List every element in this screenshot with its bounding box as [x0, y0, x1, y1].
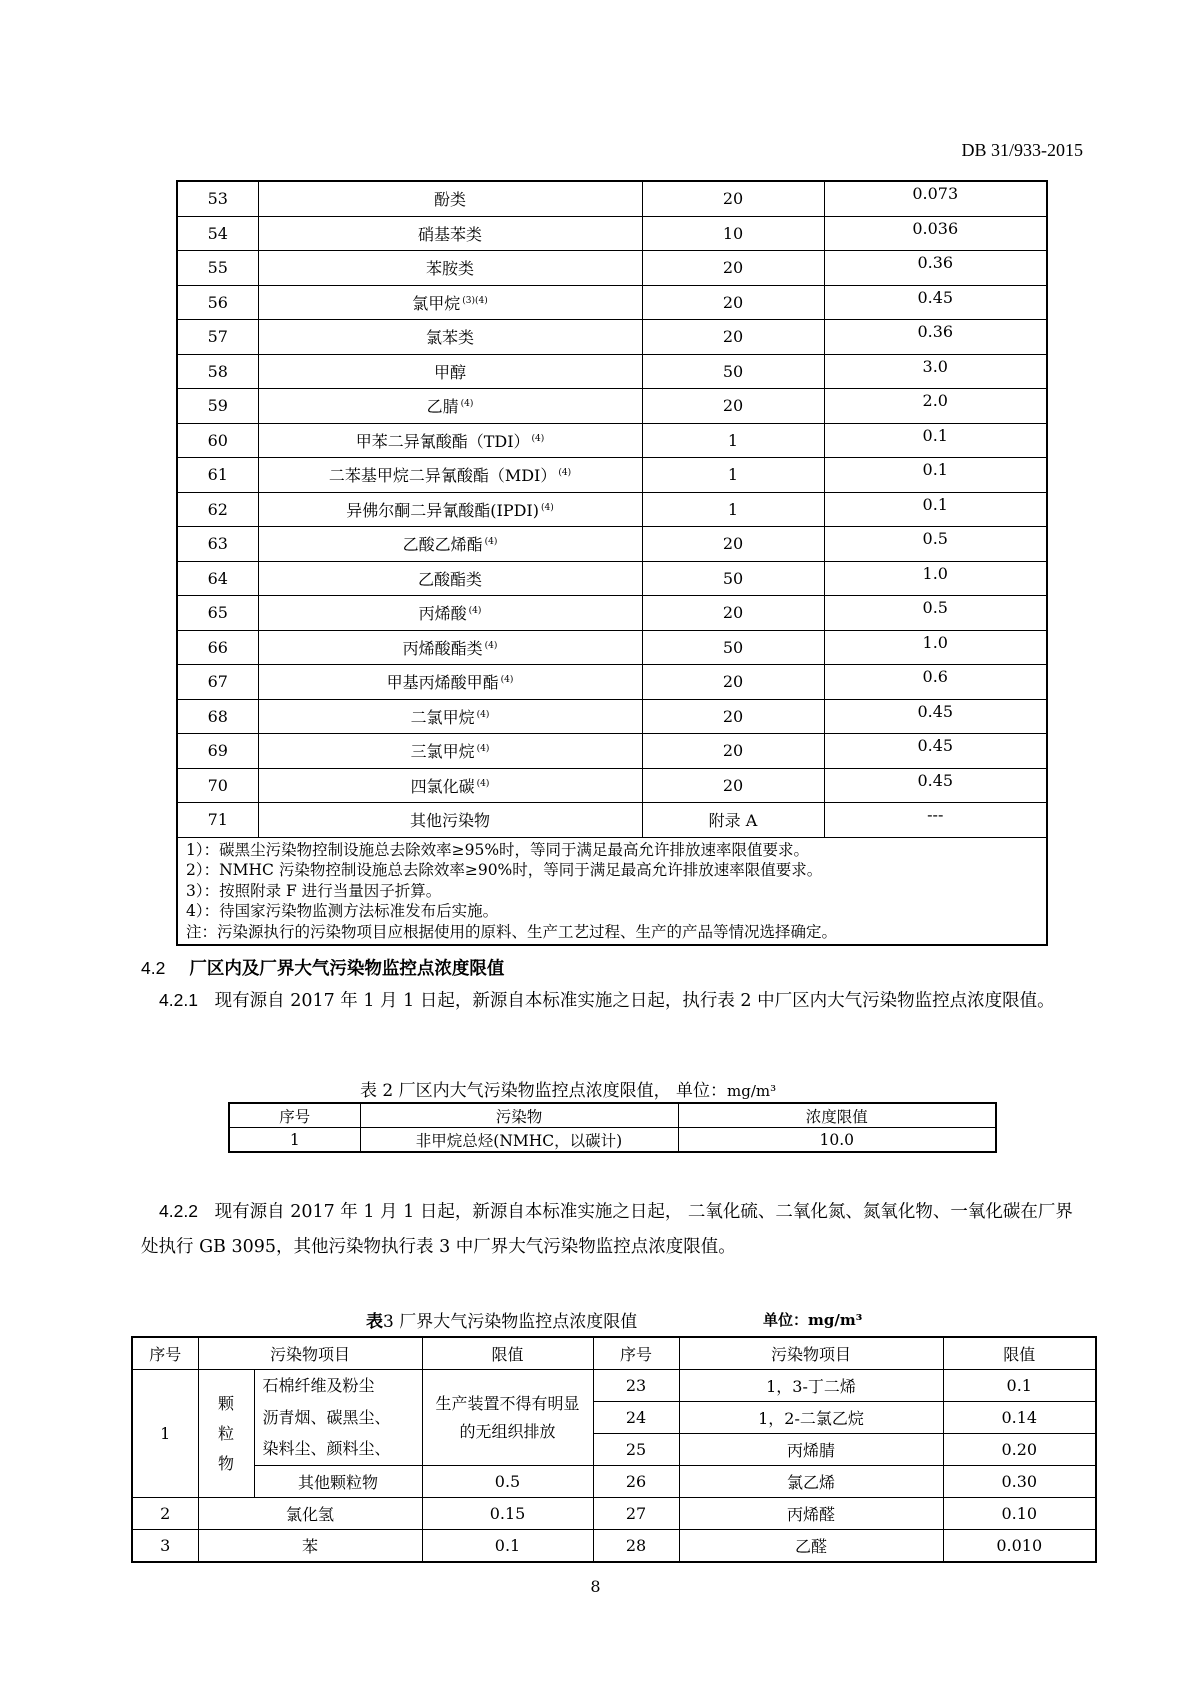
table-cell: 2 [132, 1498, 198, 1530]
table-cell [642, 768, 824, 803]
section-title: 厂区内及厂界大气污染物监控点浓度限值 [189, 958, 505, 978]
cell-text: 酚类 [433, 190, 466, 210]
table-cell [642, 527, 824, 562]
table-cell [824, 665, 1047, 700]
table-cell [824, 803, 1047, 838]
note-4: 4）：待国家污染物监测方法标准发布后实施。 [186, 902, 499, 920]
table-cell [258, 285, 642, 320]
header-cell: 污染物项目 [198, 1337, 422, 1370]
table-row [177, 803, 1047, 838]
table-cell [177, 389, 258, 424]
table-cell [642, 734, 824, 769]
cell-text: 20 [722, 327, 744, 347]
table-cell [642, 354, 824, 389]
table-cell [642, 596, 824, 631]
paragraph-4-2-2 [141, 1194, 1081, 1265]
table-cell [177, 285, 258, 320]
table-cell [177, 423, 258, 458]
table-cell [642, 216, 824, 251]
paragraph-number: 4.2.2 [159, 1201, 198, 1221]
table-cell: 0.1 [943, 1370, 1096, 1402]
table-cell [177, 251, 258, 286]
table-cell: 乙醛 [679, 1530, 943, 1563]
table-cell [177, 630, 258, 665]
table-cell: 3 [132, 1530, 198, 1563]
cell-text: 66 [207, 637, 228, 657]
table-cell: 氯化氢 [198, 1498, 422, 1530]
header-cell: 污染物 [360, 1103, 678, 1128]
table-cell [258, 423, 642, 458]
table-cell: 0.5 [422, 1466, 593, 1498]
header-cell: 污染物项目 [679, 1337, 943, 1370]
cell-text: 20 [722, 534, 744, 554]
table-cell [824, 492, 1047, 527]
footnote-marker: (4) [460, 399, 474, 410]
note-remark: 注：污染源执行的污染物项目应根据使用的原料、生产工艺过程、生产的产品等情况选择确定。 [186, 922, 838, 941]
table-cell [258, 561, 642, 596]
table-cell [642, 458, 824, 493]
table-cell [177, 561, 258, 596]
table2-caption [360, 1076, 776, 1101]
header-cell: 序号 [593, 1337, 679, 1370]
table-cell [258, 768, 642, 803]
table-row [177, 181, 1047, 216]
footnote-marker: (4) [558, 468, 572, 479]
note-3: 3）：按照附录 F 进行当量因子折算。 [186, 881, 442, 900]
cell-text: 0.36 [917, 253, 954, 272]
table-cell: 丙烯腈 [679, 1434, 943, 1466]
table-cell [642, 630, 824, 665]
header-cell: 限值 [422, 1337, 593, 1370]
table-header-row [132, 1337, 1096, 1370]
note-1: 1）：碳黑尘污染物控制设施总去除效率≥95%时，等同于满足最高允许排放速率限值要求。 [186, 840, 810, 859]
cell-text: 60 [207, 430, 228, 450]
table-cell: 0.010 [943, 1530, 1096, 1563]
table-cell: 丙烯醛 [679, 1498, 943, 1530]
table-row [132, 1498, 1096, 1530]
cell-text: 硝基苯类 [417, 224, 482, 244]
table-row [177, 320, 1047, 355]
table-row [177, 665, 1047, 700]
cell-text: 0.1 [922, 494, 948, 514]
table-cell: 0.30 [943, 1466, 1096, 1498]
table-cell [642, 389, 824, 424]
cell-text: 56 [207, 292, 228, 312]
table-cell [642, 423, 824, 458]
table-row [177, 561, 1047, 596]
table-row [177, 354, 1047, 389]
cell-text: 63 [207, 534, 228, 554]
table-cell: 生产装置不得有明显的无组织排放 [422, 1370, 593, 1466]
section-heading-4-2 [141, 955, 504, 980]
table-cell [177, 181, 258, 216]
sub-item: 沥青烟、碳黑尘、 [262, 1407, 391, 1427]
cell-text: 20 [722, 396, 744, 416]
table-cell [824, 699, 1047, 734]
cell-text: 丙烯酸酯类 [402, 638, 483, 658]
cell-text: 59 [207, 396, 228, 416]
table3-caption-bold: 表 [366, 1312, 383, 1332]
table-cell [824, 423, 1047, 458]
table-cell: 26 [593, 1466, 679, 1498]
table-cell [254, 1370, 422, 1466]
table2-caption-text: 表 2 厂区内大气污染物监控点浓度限值， 单位： [360, 1081, 728, 1101]
table-row [177, 423, 1047, 458]
cell-text: 附录 A [708, 811, 758, 831]
table-cell: 苯 [198, 1530, 422, 1563]
cell-text: 0.5 [922, 598, 948, 617]
cell-text: 55 [207, 258, 228, 278]
cell-text: 1.0 [922, 632, 948, 652]
cell-text: 1.0 [922, 563, 948, 583]
pollutant-emission-table [176, 180, 1048, 946]
cell-text: 0.45 [917, 736, 954, 755]
table-row [132, 1370, 1096, 1402]
cell-text: 70 [207, 775, 228, 795]
table-cell [177, 458, 258, 493]
footnote-marker: (3)(4) [462, 295, 488, 306]
table-cell: 25 [593, 1434, 679, 1466]
table-row [177, 699, 1047, 734]
table-cell: 24 [593, 1402, 679, 1434]
sub-item: 染料尘、颜料尘、 [262, 1439, 391, 1459]
cell-text: 10 [722, 223, 744, 243]
cell-text: 0.1 [922, 460, 948, 479]
table-cell [642, 699, 824, 734]
table-cell [824, 561, 1047, 596]
cell-text: 57 [207, 327, 228, 347]
cell-text: 0.45 [917, 701, 954, 721]
document-code: DB 31/933-2015 [961, 140, 1083, 160]
cell-text: 62 [207, 499, 228, 519]
table-cell [824, 251, 1047, 286]
table-cell [258, 630, 642, 665]
table-cell [642, 561, 824, 596]
cell-text: 20 [722, 672, 744, 692]
cell-text: 0.6 [922, 667, 948, 686]
table-row [177, 734, 1047, 769]
cell-text: 71 [207, 810, 228, 830]
cell-text: 67 [207, 672, 228, 692]
cell-text: 0.073 [912, 184, 959, 203]
table-cell [824, 734, 1047, 769]
table-cell [177, 596, 258, 631]
cell-text: 其他污染物 [409, 811, 490, 831]
table-cell [642, 492, 824, 527]
table-cell: 1 [229, 1128, 360, 1153]
page-number: 8 [590, 1577, 601, 1596]
cell-text: 20 [722, 292, 744, 312]
footnote-marker: (4) [476, 744, 490, 755]
boundary-limit-table [131, 1336, 1097, 1563]
cell-text: 1 [727, 499, 739, 519]
table-cell [258, 665, 642, 700]
paragraph-number: 4.2.1 [159, 990, 198, 1010]
header-cell: 浓度限值 [678, 1103, 996, 1128]
table-row [177, 527, 1047, 562]
cell-text: 58 [207, 361, 228, 381]
table-cell: 非甲烷总烃(NMHC，以碳计) [360, 1128, 678, 1153]
table-cell: 23 [593, 1370, 679, 1402]
footnote-marker: (4) [484, 537, 498, 548]
table-cell [258, 699, 642, 734]
table-cell [258, 181, 642, 216]
table3-caption [366, 1307, 637, 1332]
table-row [177, 768, 1047, 803]
table-cell [258, 492, 642, 527]
paragraph-4-2-1 [141, 983, 1081, 1019]
table-row [177, 251, 1047, 286]
table-cell: 28 [593, 1530, 679, 1563]
table-cell [177, 492, 258, 527]
table-cell [258, 803, 642, 838]
cell-text: 20 [722, 775, 744, 795]
section-number: 4.2 [141, 958, 166, 978]
cell-text: 53 [207, 189, 228, 209]
table-row [177, 285, 1047, 320]
cell-text: 1 [727, 430, 739, 450]
cell-text: 苯胺类 [425, 259, 474, 279]
table2-unit: mg/m³ [727, 1082, 777, 1100]
cell-text: 2.0 [922, 391, 948, 410]
cell-text: 异佛尔酮二异氰酸酯(IPDI) [346, 500, 539, 520]
cell-text: 甲苯二异氰酸酯（TDI） [355, 431, 530, 451]
footnote-marker: (4) [484, 640, 498, 651]
table-cell [258, 734, 642, 769]
table-header-row [229, 1103, 996, 1128]
cell-text: 20 [722, 189, 744, 209]
group-char: 粒 [217, 1423, 234, 1443]
cell-text: 50 [722, 568, 744, 588]
table-cell [642, 181, 824, 216]
header-cell: 序号 [229, 1103, 360, 1128]
table-cell: 0.15 [422, 1498, 593, 1530]
cell-text: 丙烯酸 [418, 604, 467, 624]
table-cell [642, 251, 824, 286]
table-row [177, 389, 1047, 424]
table-cell: 0.14 [943, 1402, 1096, 1434]
cell-text: 69 [207, 741, 228, 761]
cell-text: 20 [722, 706, 744, 726]
table-cell [824, 630, 1047, 665]
header-cell: 序号 [132, 1337, 198, 1370]
table-row [177, 216, 1047, 251]
table-cell: 27 [593, 1498, 679, 1530]
footnote-marker: (4) [468, 606, 482, 617]
footnote-marker: (4) [500, 675, 514, 686]
table-notes [177, 837, 1047, 945]
table-row [229, 1128, 996, 1153]
table-cell [642, 803, 824, 838]
cell-text: 54 [207, 223, 228, 243]
paragraph-text: 现有源自 2017 年 1 月 1 日起，新源自本标准实施之日起，执行表 2 中厂区内大气污染物监控点浓度限值。 [214, 991, 1055, 1011]
table-cell: 0.1 [422, 1530, 593, 1563]
cell-text: 氯苯类 [425, 328, 474, 348]
cell-text: 50 [722, 637, 744, 657]
table-cell [258, 354, 642, 389]
cell-text: --- [927, 805, 944, 824]
cell-text: 0.45 [917, 287, 954, 307]
cell-text: 三氯甲烷 [410, 742, 475, 762]
group-char: 物 [217, 1453, 234, 1473]
cell-text: 50 [722, 361, 744, 381]
cell-text: 0.036 [912, 218, 959, 238]
cell-text: 乙酸酯类 [417, 569, 482, 589]
table-row [132, 1530, 1096, 1563]
paragraph-text: 现有源自 2017 年 1 月 1 日起，新源自本标准实施之日起， 二氧化硫、二氧化氮、氮氧化物、一氧化碳在厂界处执行 GB 3095，其他污染物执行表 3 中厂界大气污染物监控点浓度限值。 [141, 1202, 1073, 1257]
table-cell [177, 216, 258, 251]
cell-text: 甲醇 [433, 362, 466, 382]
table-cell: 其他颗粒物 [254, 1466, 422, 1498]
table-cell [824, 768, 1047, 803]
table-notes-row [177, 837, 1047, 945]
table-cell [824, 458, 1047, 493]
table-cell [824, 181, 1047, 216]
footnote-marker: (4) [476, 778, 490, 789]
header-cell: 限值 [943, 1337, 1096, 1370]
table-cell [177, 527, 258, 562]
table-cell [258, 389, 642, 424]
table-cell [258, 596, 642, 631]
cell-text: 四氯化碳 [410, 776, 475, 796]
table-cell [258, 320, 642, 355]
factory-area-limit-table [228, 1102, 997, 1153]
table-row [177, 630, 1047, 665]
table-cell: 1 [132, 1370, 198, 1498]
footnote-marker: (4) [476, 709, 490, 720]
table-cell [177, 803, 258, 838]
table-cell [177, 734, 258, 769]
cell-text: 氯甲烷 [412, 293, 461, 313]
table-cell [258, 527, 642, 562]
cell-text: 二氯甲烷 [410, 707, 475, 727]
table-cell [824, 216, 1047, 251]
table-row [132, 1466, 1096, 1498]
cell-text: 0.45 [917, 770, 954, 790]
table-cell: 氯乙烯 [679, 1466, 943, 1498]
cell-text: 3.0 [922, 356, 948, 376]
cell-text: 20 [722, 603, 744, 623]
table-cell [642, 320, 824, 355]
table-cell [824, 320, 1047, 355]
table-cell [177, 354, 258, 389]
cell-text: 20 [722, 258, 744, 278]
cell-text: 乙腈 [426, 397, 459, 417]
table-cell [177, 768, 258, 803]
cell-text: 甲基丙烯酸甲酯 [386, 673, 499, 693]
sub-item: 石棉纤维及粉尘 [262, 1376, 375, 1396]
footnote-marker: (4) [531, 433, 545, 444]
table-cell [642, 285, 824, 320]
table-row [177, 458, 1047, 493]
table-cell [177, 320, 258, 355]
cell-text: 1 [727, 465, 739, 485]
table-cell [824, 354, 1047, 389]
cell-text: 61 [207, 465, 228, 485]
table-cell [642, 665, 824, 700]
cell-text: 0.5 [922, 529, 948, 548]
table3-unit: 单位：mg/m³ [763, 1311, 863, 1329]
table-cell [824, 285, 1047, 320]
footnote-marker: (4) [540, 502, 554, 513]
cell-text: 65 [207, 603, 228, 623]
table-cell [177, 699, 258, 734]
cell-text: 64 [207, 568, 228, 588]
table-cell: 0.20 [943, 1434, 1096, 1466]
table-cell: 1，2-二氯乙烷 [679, 1402, 943, 1434]
table-cell [824, 389, 1047, 424]
table-row [177, 596, 1047, 631]
table-cell [824, 596, 1047, 631]
table-cell [258, 458, 642, 493]
cell-text: 20 [722, 741, 744, 761]
table-cell [258, 216, 642, 251]
cell-text: 68 [207, 706, 228, 726]
table-cell: 1，3-丁二烯 [679, 1370, 943, 1402]
table-cell: 0.10 [943, 1498, 1096, 1530]
cell-text: 二苯基甲烷二异氰酸酯（MDI） [328, 466, 557, 486]
cell-text: 乙酸乙烯酯 [402, 535, 483, 555]
table-cell [824, 527, 1047, 562]
cell-text: 0.36 [917, 322, 954, 341]
note-2: 2）：NMHC 污染物控制设施总去除效率≥90%时，等同于满足最高允许排放速率限值要求。 [186, 861, 823, 879]
table-cell [177, 665, 258, 700]
table-row [177, 492, 1047, 527]
table3-caption-text: 3 厂界大气污染物监控点浓度限值 [383, 1312, 638, 1332]
group-char: 颗 [217, 1393, 234, 1413]
cell-text: 0.1 [922, 425, 948, 445]
table-cell: 10.0 [678, 1128, 996, 1153]
table-cell [258, 251, 642, 286]
particulate-group-label [198, 1370, 254, 1498]
